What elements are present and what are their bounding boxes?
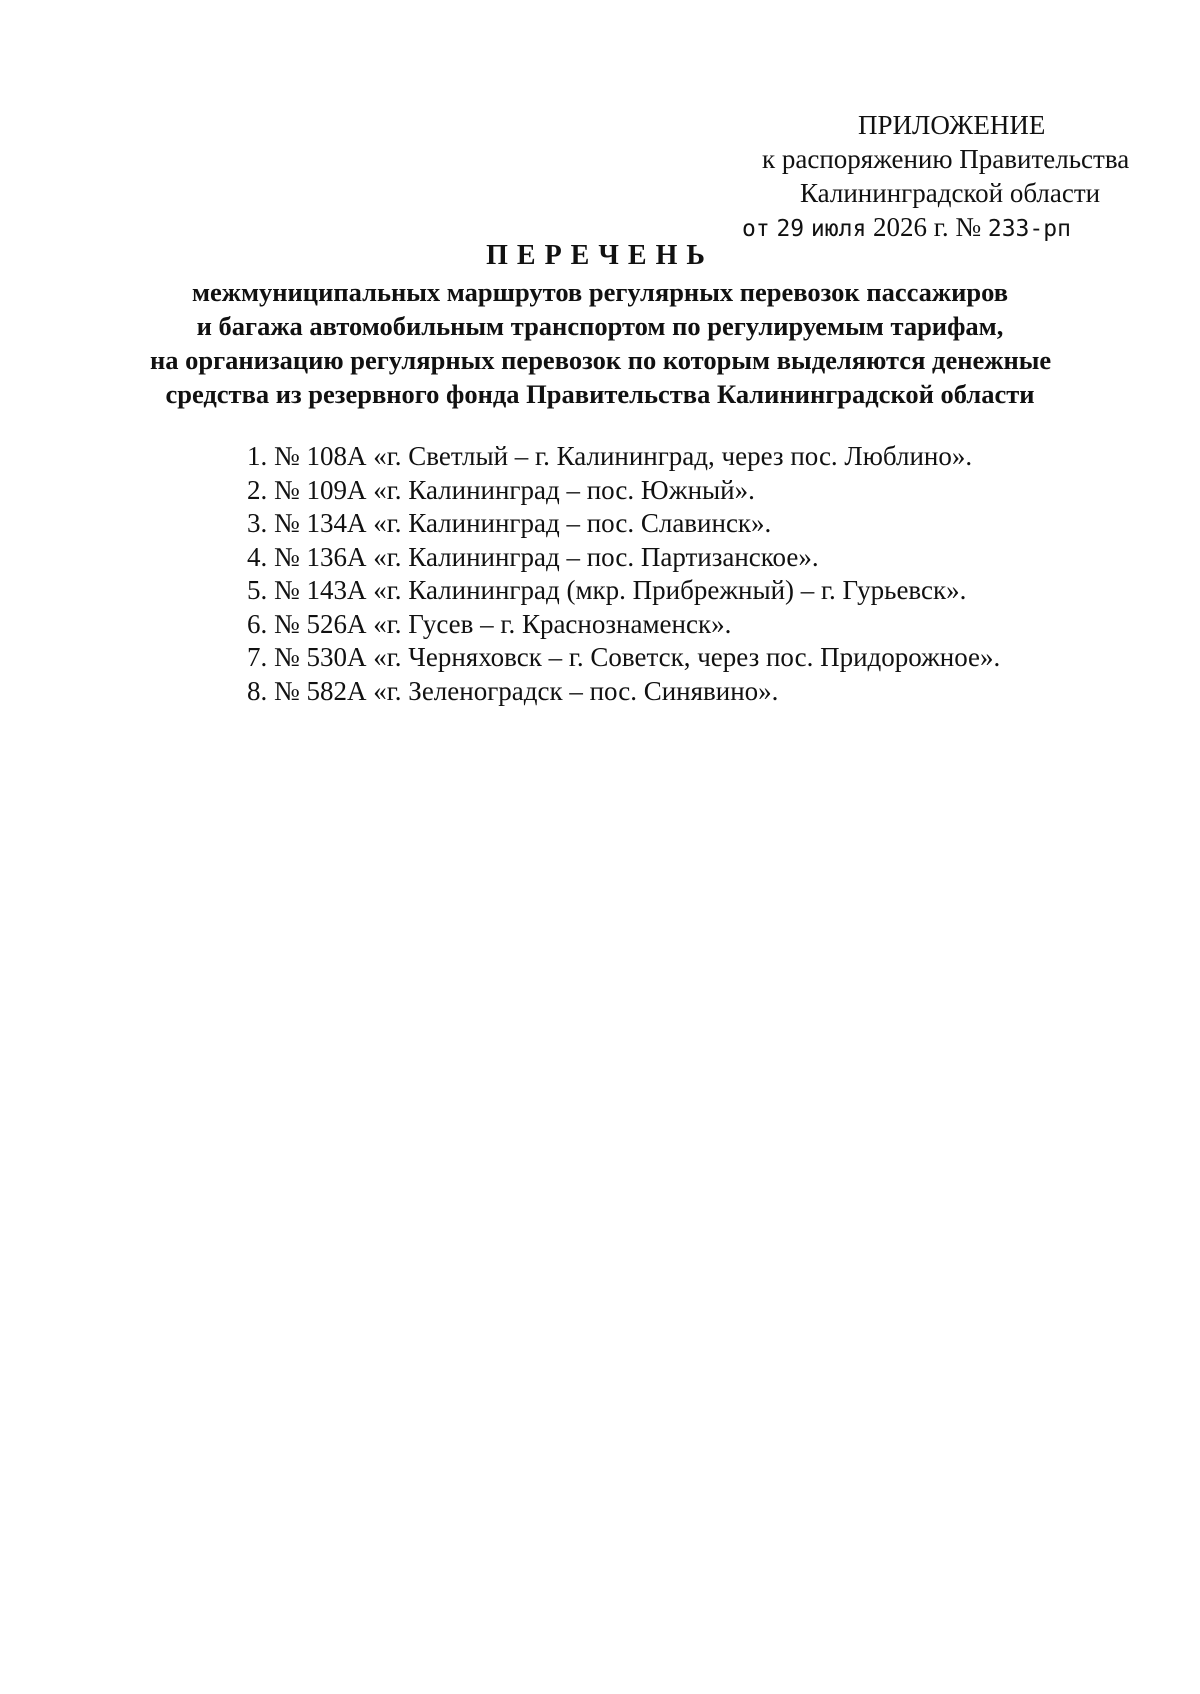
route-item: 3. № 134А «г. Калининград – пос. Славинск».	[247, 508, 772, 538]
order-number: 233-рп	[987, 216, 1071, 242]
subtitle-line: на организацию регулярных перевозок по которым выделяются денежные	[150, 345, 1052, 375]
document-subtitle	[150, 275, 1050, 411]
date-year: 2026	[873, 212, 928, 242]
routes-list	[247, 440, 1000, 708]
date-prefix: от	[742, 216, 770, 242]
appendix-title: ПРИЛОЖЕНИЕ	[858, 110, 1046, 140]
route-item: 4. № 136А «г. Калининград – пос. Партизанское».	[247, 541, 819, 572]
route-item: 6. № 526А «г. Гусев – г. Краснознаменск».	[247, 608, 732, 639]
subtitle-line: и багажа автомобильным транспортом по регулируемым тарифам,	[196, 311, 1004, 341]
route-item: 1. № 108А «г. Светлый – г. Калининград, через пос. Люблино».	[247, 441, 973, 471]
document-heading: ПЕРЕЧЕНЬ	[486, 240, 714, 271]
subtitle-line: межмуниципальных маршрутов регулярных перевозок пассажиров	[191, 277, 1009, 307]
route-item: 8. № 582А «г. Зеленоградск – пос. Синявино».	[247, 675, 779, 706]
route-item: 7. № 530А «г. Черняховск – г. Советск, через пос. Придорожное».	[247, 642, 1001, 672]
appendix-reference: к распоряжению Правительства	[762, 144, 1130, 174]
route-item: 5. № 143А «г. Калининград (мкр. Прибрежный) – г. Гурьевск».	[247, 575, 967, 605]
subtitle-line: средства из резервного фонда Правительства Калининградской области	[165, 379, 1035, 409]
appendix-region: Калининградской области	[800, 178, 1101, 208]
appendix-block	[700, 108, 1130, 246]
date-month: июля	[810, 216, 867, 242]
date-year-suffix: г. №	[933, 212, 982, 242]
date-day: 29	[776, 216, 805, 242]
route-item: 2. № 109А «г. Калининград – пос. Южный».	[247, 474, 755, 505]
